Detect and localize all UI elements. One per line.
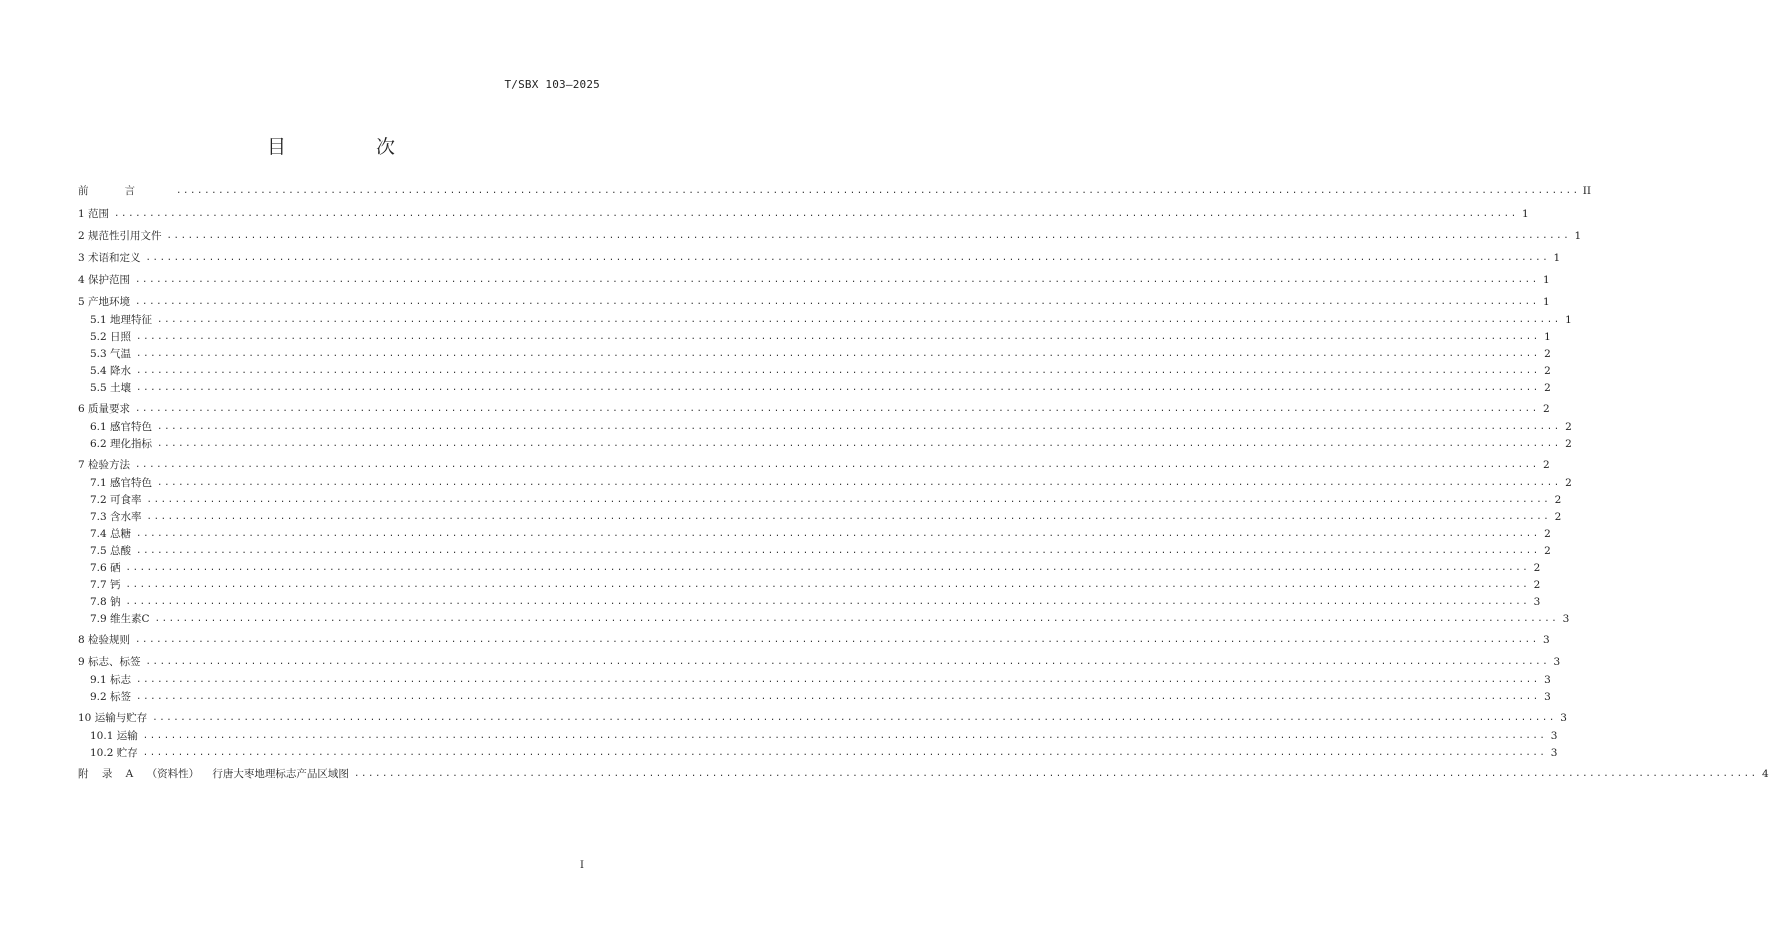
- toc-entry-page: 2: [1544, 545, 1551, 557]
- toc-entry-page: 2: [1565, 438, 1572, 450]
- toc-entry-page: 2: [1533, 579, 1541, 591]
- page-title: 目 次: [266, 136, 438, 158]
- toc-dot-leader: ........................................................................................................................................................................................................: [125, 563, 1530, 573]
- toc-dot-leader: ........................................................................................................................................................................................................: [135, 404, 1539, 414]
- toc-dot-leader: ........................................................................................................................................................................................................: [136, 546, 1540, 556]
- toc-entry[interactable]: [78, 313, 1572, 327]
- toc-entry[interactable]: [78, 633, 1550, 647]
- toc-entry-page: 2: [1554, 494, 1562, 506]
- toc-entry-page: 1: [1543, 296, 1550, 308]
- toc-entry-label: 7.4 总糖: [90, 528, 132, 540]
- toc-entry-label: 7.1 感官特色: [90, 477, 153, 489]
- toc-dot-leader: ........................................................................................................................................................................................................: [145, 253, 1550, 263]
- toc-dot-leader: ........................................................................................................................................................................................................: [136, 529, 1540, 539]
- toc-dot-leader: ........................................................................................................................................................................................................: [136, 675, 1540, 685]
- toc-entry[interactable]: [78, 711, 1567, 725]
- toc-entry-label: 附 录 A （资料性） 行唐大枣地理标志产品区域图: [78, 768, 349, 780]
- toc-entry-label: 前言: [78, 185, 171, 197]
- toc-entry-page: 3: [1543, 634, 1550, 646]
- toc-entry-page: 2: [1533, 562, 1541, 574]
- toc-entry-page: 3: [1550, 730, 1558, 742]
- page-number: I: [580, 860, 584, 871]
- toc-entry-page: 3: [1533, 596, 1541, 608]
- toc-entry-label: 6 质量要求: [78, 403, 131, 415]
- toc-entry[interactable]: [78, 420, 1572, 434]
- toc-entry-page: 3: [1562, 613, 1570, 625]
- toc-entry-label: 7.3 含水率: [90, 511, 142, 523]
- toc-entry-label: 2 规范性引用文件: [78, 230, 162, 242]
- toc-entry[interactable]: [78, 347, 1551, 361]
- toc-entry[interactable]: [78, 207, 1529, 221]
- toc-entry-page: 2: [1544, 382, 1551, 394]
- toc-entry-page: 2: [1565, 421, 1572, 433]
- toc-dot-leader: ........................................................................................................................................................................................................: [136, 366, 1540, 376]
- toc-entry-label: 5.2 日照: [90, 331, 132, 343]
- toc-entry-page: 1: [1574, 230, 1582, 242]
- toc-entry-label: 5.3 气温: [90, 348, 132, 360]
- toc-entry-page: II: [1582, 185, 1591, 197]
- toc-entry[interactable]: [78, 673, 1551, 687]
- toc-dot-leader: ........................................................................................................................................................................................................: [154, 614, 1559, 624]
- toc-entry[interactable]: [78, 690, 1551, 704]
- toc-dot-leader: ........................................................................................................................................................................................................: [135, 275, 1539, 285]
- toc-entry-label: 9 标志、标签: [78, 656, 141, 668]
- toc-entry[interactable]: [78, 184, 1591, 198]
- toc-entry[interactable]: [78, 527, 1551, 541]
- toc-entry-label: 9.1 标志: [90, 674, 132, 686]
- toc-dot-leader: ........................................................................................................................................................................................................: [145, 657, 1550, 667]
- toc-entry-page: 3: [1544, 691, 1551, 703]
- toc-entry[interactable]: [78, 229, 1582, 243]
- toc-entry[interactable]: [78, 330, 1551, 344]
- toc-entry-label: 5.4 降水: [90, 365, 132, 377]
- toc-entry[interactable]: [78, 510, 1562, 524]
- toc-entry-label: 7.6 硒: [90, 562, 121, 574]
- toc-entry-page: 1: [1544, 331, 1551, 343]
- toc-dot-leader: ........................................................................................................................................................................................................: [146, 512, 1551, 522]
- toc-dot-leader: ........................................................................................................................................................................................................: [135, 297, 1539, 307]
- toc-entry-label: 7.9 维生素C: [90, 613, 150, 625]
- toc-entry-label: 5 产地环境: [78, 296, 131, 308]
- toc-entry-label: 7.5 总酸: [90, 545, 132, 557]
- toc-entry-label: 6.1 感官特色: [90, 421, 153, 433]
- toc-entry[interactable]: [78, 595, 1541, 609]
- toc-entry[interactable]: [78, 273, 1550, 287]
- toc-dot-leader: ........................................................................................................................................................................................................: [166, 231, 1571, 241]
- toc-entry-page: 3: [1544, 674, 1551, 686]
- toc-entry[interactable]: [78, 612, 1570, 626]
- toc-entry-page: 2: [1554, 511, 1562, 523]
- toc-entry-page: 4: [1761, 768, 1769, 780]
- toc-entry[interactable]: [78, 476, 1572, 490]
- toc-entry[interactable]: [78, 655, 1561, 669]
- toc-entry[interactable]: [78, 364, 1551, 378]
- toc-entry-page: 1: [1522, 208, 1529, 220]
- toc-entry-label: 5.5 土壤: [90, 382, 132, 394]
- toc-dot-leader: ........................................................................................................................................................................................................: [114, 209, 1518, 219]
- toc-dot-leader: ........................................................................................................................................................................................................: [152, 713, 1556, 723]
- toc-entry-label: 9.2 标签: [90, 691, 132, 703]
- toc-entry-label: 10.1 运输: [90, 730, 138, 742]
- toc-dot-leader: ........................................................................................................................................................................................................: [157, 422, 1561, 432]
- toc-dot-leader: ........................................................................................................................................................................................................: [135, 635, 1539, 645]
- toc-entry[interactable]: [78, 402, 1550, 416]
- toc-dot-leader: ........................................................................................................................................................................................................: [157, 439, 1561, 449]
- toc-entry-label: 10 运输与贮存: [78, 712, 148, 724]
- toc-entry-label: 4 保护范围: [78, 274, 131, 286]
- toc-dot-leader: ........................................................................................................................................................................................................: [353, 769, 1758, 779]
- toc-entry[interactable]: [78, 295, 1550, 309]
- toc-entry-label: 10.2 贮存: [90, 747, 138, 759]
- toc-entry-label: 6.2 理化指标: [90, 438, 153, 450]
- toc-entry-page: 3: [1560, 712, 1567, 724]
- toc-entry[interactable]: [78, 746, 1558, 760]
- toc-entry[interactable]: [78, 381, 1551, 395]
- toc-entry-page: 1: [1565, 314, 1572, 326]
- toc-entry-page: 2: [1544, 528, 1551, 540]
- toc-entry[interactable]: [78, 458, 1550, 472]
- toc-dot-leader: ........................................................................................................................................................................................................: [136, 692, 1540, 702]
- toc-entry-label: 7.2 可食率: [90, 494, 142, 506]
- toc-dot-leader: ........................................................................................................................................................................................................: [135, 460, 1539, 470]
- toc-entry[interactable]: [78, 729, 1558, 743]
- toc-entry-page: 1: [1553, 252, 1561, 264]
- toc-dot-leader: ........................................................................................................................................................................................................: [136, 332, 1540, 342]
- toc-dot-leader: ........................................................................................................................................................................................................: [142, 731, 1547, 741]
- toc-dot-leader: ........................................................................................................................................................................................................: [125, 580, 1530, 590]
- toc-entry-label: 1 范围: [78, 208, 110, 220]
- toc-entry-page: 2: [1544, 365, 1551, 377]
- toc-entry[interactable]: [78, 561, 1541, 575]
- toc-entry[interactable]: [78, 493, 1562, 507]
- toc-dot-leader: ........................................................................................................................................................................................................: [176, 186, 1580, 196]
- toc-entry-page: 2: [1565, 477, 1572, 489]
- toc-dot-leader: ........................................................................................................................................................................................................: [125, 597, 1530, 607]
- toc-dot-leader: ........................................................................................................................................................................................................: [136, 349, 1540, 359]
- toc-dot-leader: ........................................................................................................................................................................................................: [157, 478, 1561, 488]
- toc-entry[interactable]: [78, 578, 1541, 592]
- toc-entry-page: 1: [1543, 274, 1550, 286]
- toc-entry-label: 8 检验规则: [78, 634, 131, 646]
- toc-dot-leader: ........................................................................................................................................................................................................: [142, 748, 1547, 758]
- toc-entry-label: 3 术语和定义: [78, 252, 141, 264]
- toc-entry[interactable]: [78, 251, 1561, 265]
- toc-entry-label: 5.1 地理特征: [90, 314, 153, 326]
- toc-dot-leader: ........................................................................................................................................................................................................: [136, 383, 1540, 393]
- toc-entry-label: 7.7 钙: [90, 579, 121, 591]
- toc-entry-label: 7 检验方法: [78, 459, 131, 471]
- toc-dot-leader: ........................................................................................................................................................................................................: [146, 495, 1551, 505]
- toc-dot-leader: ........................................................................................................................................................................................................: [157, 315, 1561, 325]
- toc-entry[interactable]: [78, 544, 1551, 558]
- toc-entry-page: 2: [1544, 348, 1551, 360]
- document-id: T/SBX 103—2025: [504, 78, 600, 91]
- toc-entry-page: 3: [1553, 656, 1561, 668]
- toc-entry[interactable]: [78, 767, 1769, 781]
- toc-entry-page: 3: [1550, 747, 1558, 759]
- toc-entry-page: 2: [1543, 403, 1550, 415]
- toc-entry[interactable]: [78, 437, 1572, 451]
- toc-entry-label: 7.8 钠: [90, 596, 121, 608]
- toc-entry-page: 2: [1543, 459, 1550, 471]
